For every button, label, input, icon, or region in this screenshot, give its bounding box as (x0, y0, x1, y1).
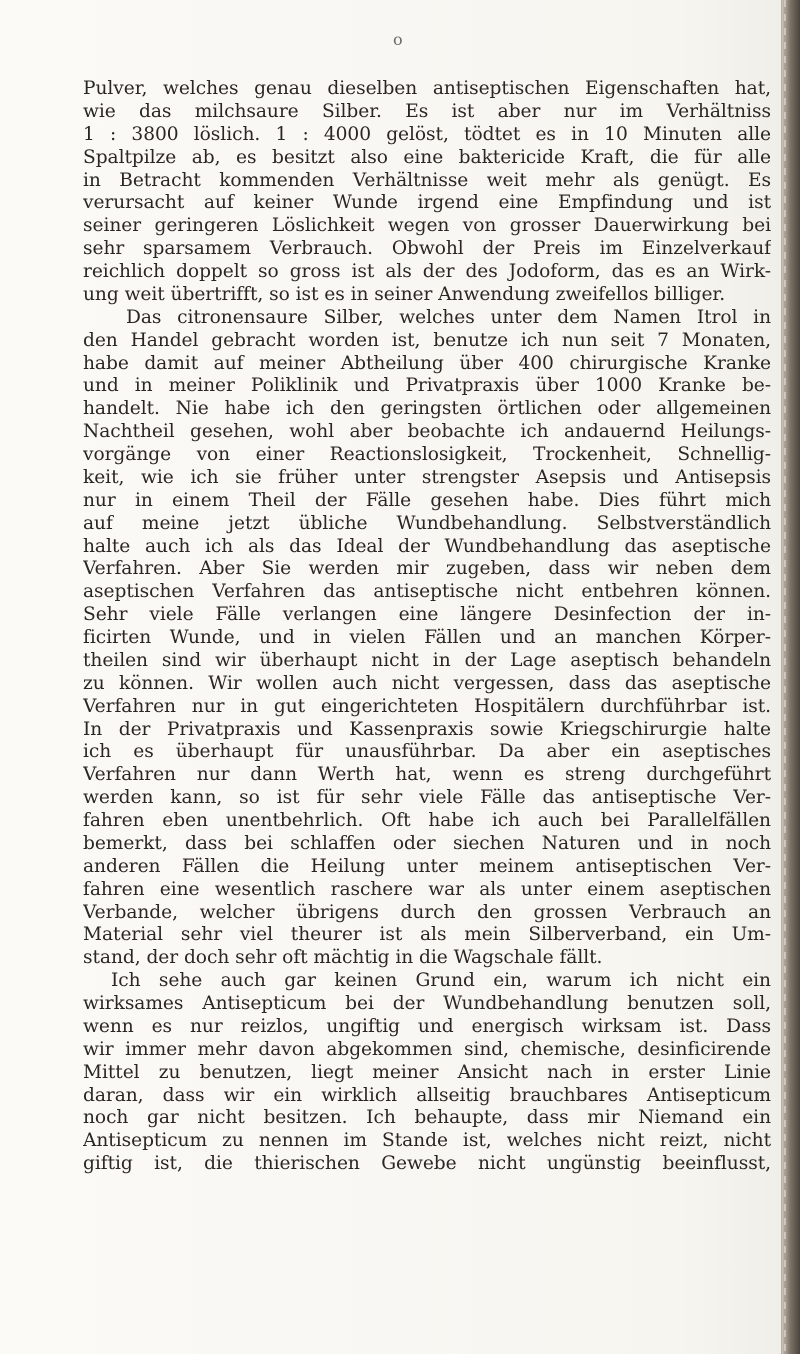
text-line: Verfahren. Aber Sie werden mir zugeben, dass wir neben dem (83, 558, 771, 580)
text-line: theilen sind wir überhaupt nicht in der Lage aseptisch behandeln (83, 649, 771, 671)
text-line: Verbande, welcher übrigens durch den grossen Verbrauch an (83, 901, 771, 923)
text-line: halte auch ich als das Ideal der Wundbehandlung das aseptische (83, 535, 771, 557)
text-line: wie das milchsaure Silber. Es ist aber nur im Verhältniss (83, 100, 771, 122)
text-line: werden kann, so ist für sehr viele Fälle das antiseptische Ver- (83, 787, 771, 809)
text-line: den Handel gebracht worden ist, benutze ich nun seit 7 Monaten, (83, 329, 771, 351)
text-line: keit, wie ich sie früher unter strengster Asepsis und Antisepsis (83, 466, 771, 488)
text-line: wenn es nur reizlos, ungiftig und energisch wirksam ist. Dass (83, 1015, 771, 1037)
text-line: und in meiner Poliklinik und Privatpraxis über 1000 Kranke be- (83, 375, 771, 397)
text-line: aseptischen Verfahren das antiseptische nicht entbehren können. (83, 581, 771, 603)
text-line: anderen Fällen die Heilung unter meinem antiseptischen Ver- (83, 855, 771, 877)
text-line: wir immer mehr davon abgekommen sind, chemische, desinficirende (83, 1038, 771, 1060)
text-line: Material sehr viel theurer ist als mein Silberverband, ein Um- (83, 924, 771, 946)
text-line: Sehr viele Fälle verlangen eine längere Desinfection der in- (83, 604, 771, 626)
text-line: sehr sparsamem Verbrauch. Obwohl der Preis im Einzelverkauf (83, 238, 771, 260)
text-line: Antisepticum zu nennen im Stande ist, welches nicht reizt, nicht (83, 1130, 771, 1152)
text-line: Ich sehe auch gar keinen Grund ein, warum ich nicht ein (111, 970, 771, 992)
text-line: Mittel zu benutzen, liegt meiner Ansicht nach in erster Linie (83, 1061, 771, 1083)
text-line: daran, dass wir ein wirklich allseitig brauchbares Antisepticum (83, 1084, 771, 1106)
text-line: verursacht auf keiner Wunde irgend eine Empfindung und ist (83, 192, 771, 214)
text-line: nur in einem Theil der Fälle gesehen habe. Dies führt mich (83, 489, 771, 511)
text-line: habe damit auf meiner Abtheilung über 400 chirurgische Kranke (83, 352, 771, 374)
text-line: bemerkt, dass bei schlaffen oder siechen Naturen und in noch (83, 832, 771, 854)
text-line: Verfahren nur in gut eingerichteten Hospitälern durchführbar ist. (83, 695, 771, 717)
text-line: 1 : 3800 löslich. 1 : 4000 gelöst, tödtet es in 10 Minuten alle (83, 123, 771, 145)
book-binding-edge (781, 0, 800, 1354)
text-line: Das citronensaure Silber, welches unter dem Namen Itrol in (126, 306, 771, 328)
text-line: ung weit übertrifft, so ist es in seiner Anwendung zweifellos billiger. (83, 283, 726, 305)
page-number: o (393, 30, 403, 49)
text-line: noch gar nicht besitzen. Ich behaupte, dass mir Niemand ein (83, 1107, 771, 1129)
text-line: Nachtheil gesehen, wohl aber beobachte ich andauernd Heilungs- (83, 421, 771, 443)
text-line: Verfahren nur dann Werth hat, wenn es streng durchgeführt (83, 764, 771, 786)
text-line: ficirten Wunde, und in vielen Fällen und an manchen Körper- (83, 627, 771, 648)
text-line: reichlich doppelt so gross ist als der des Jodoform, das es an Wirk- (83, 261, 771, 282)
text-line: stand, der doch sehr oft mächtig in die Wagschale fällt. (83, 947, 603, 969)
text-line: wirksames Antisepticum bei der Wundbehandlung benutzen soll, (83, 993, 771, 1014)
text-line: ich es überhaupt für unausführbar. Da aber ein aseptisches (83, 741, 771, 763)
text-line: Pulver, welches genau dieselben antiseptischen Eigenschaften hat, (83, 78, 771, 99)
text-line: fahren eine wesentlich raschere war als unter einem aseptischen (83, 878, 771, 900)
text-line: giftig ist, die thierischen Gewebe nicht ungünstig beeinflusst, (83, 1153, 771, 1175)
text-line: handelt. Nie habe ich den geringsten örtlichen oder allgemeinen (83, 398, 771, 420)
text-line: Spaltpilze ab, es besitzt also eine baktericide Kraft, die für alle (83, 146, 771, 168)
text-line: fahren eben unentbehrlich. Oft habe ich auch bei Parallelfällen (83, 810, 771, 831)
text-line: In der Privatpraxis und Kassenpraxis sowie Kriegschirurgie halte (83, 718, 771, 740)
body-text (83, 78, 771, 1342)
text-line: zu können. Wir wollen auch nicht vergessen, dass das aseptische (83, 672, 771, 694)
text-line: seiner geringeren Löslichkeit wegen von grosser Dauerwirkung bei (83, 215, 771, 237)
text-line: auf meine jetzt übliche Wundbehandlung. Selbstverständlich (83, 512, 771, 534)
text-line: vorgänge von einer Reactionslosigkeit, Trockenheit, Schnellig- (83, 444, 771, 465)
text-line: in Betracht kommenden Verhältnisse weit mehr als genügt. Es (83, 169, 771, 191)
